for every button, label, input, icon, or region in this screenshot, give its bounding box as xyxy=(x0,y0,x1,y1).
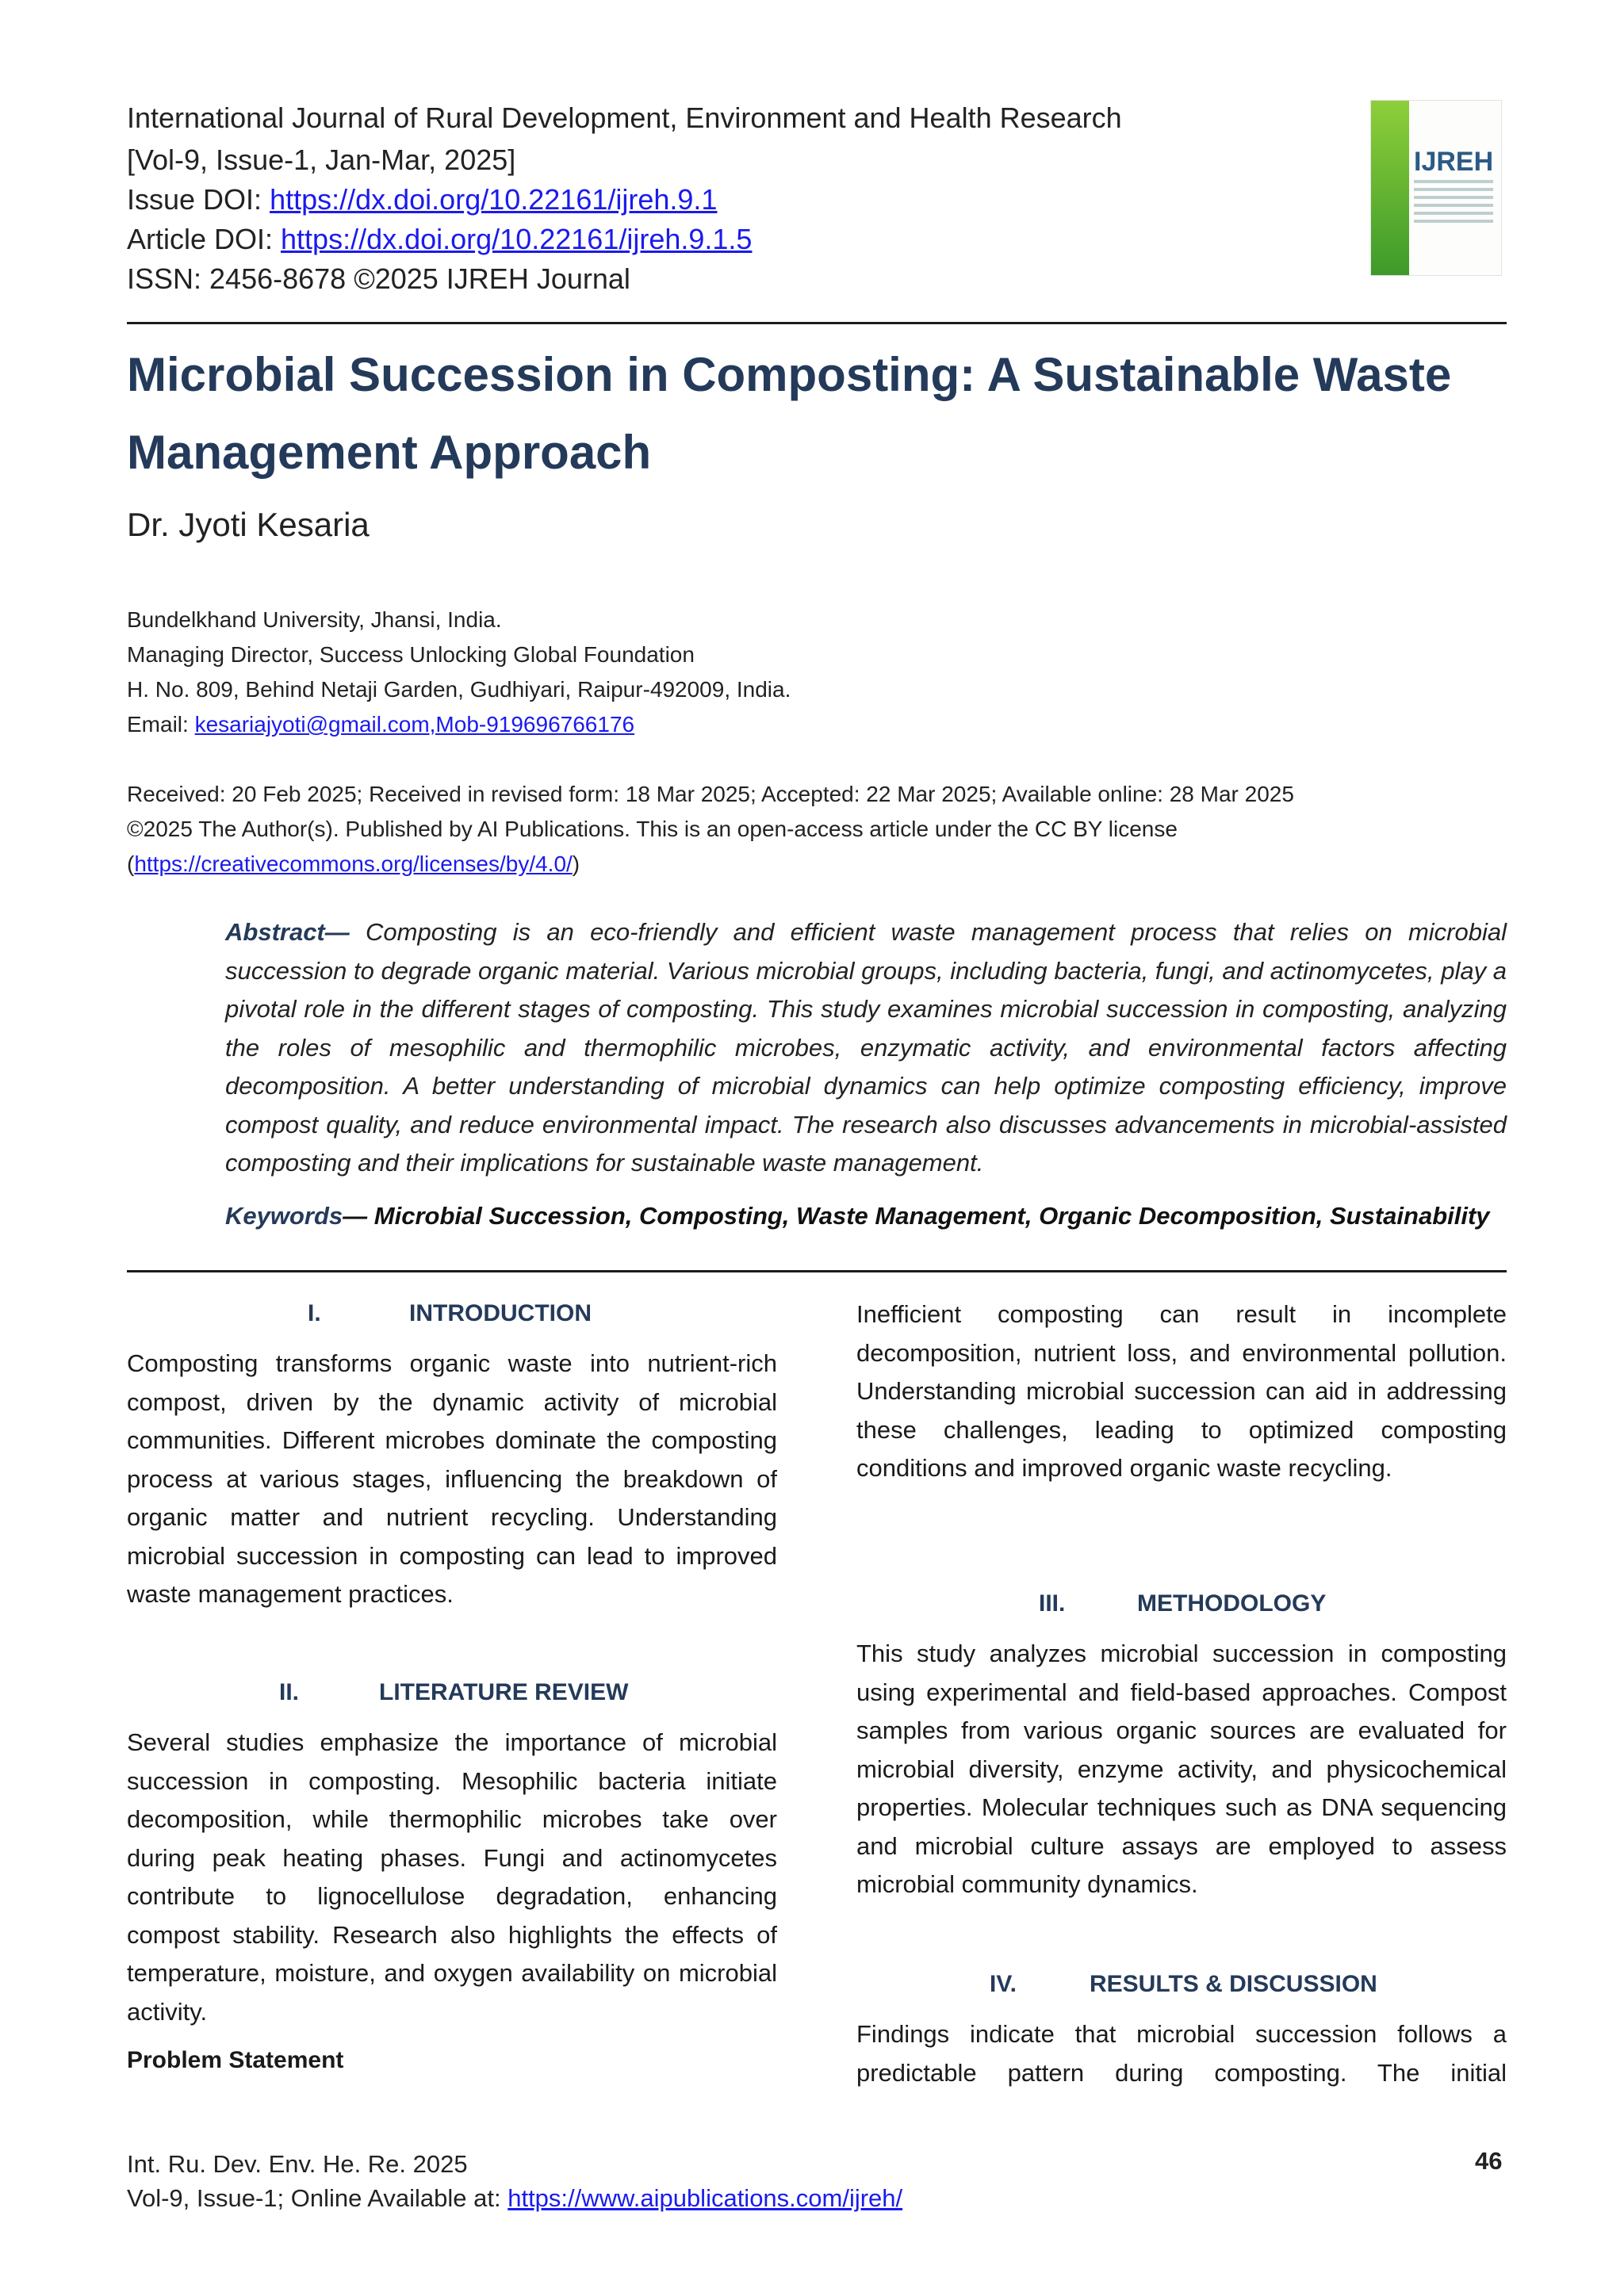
issue-doi xyxy=(127,180,717,219)
page-number: 46 xyxy=(1475,2147,1503,2175)
problem-statement-heading: Problem Statement xyxy=(127,2047,344,2073)
availability-link[interactable]: https://www.aipublications.com/ijreh/ xyxy=(508,2184,903,2212)
problem-statement-paragraph: Inefficient composting can result in incomplete decomposition, nutrient loss, and environmental pollution. Understanding microbial succession can aid in addressing these challenges, leading to optimized composting conditions and improved organic waste recycling. xyxy=(856,1300,1507,1482)
affiliation-line: Bundelkhand University, Jhansi, India. xyxy=(127,607,502,632)
article-dates: Received: 20 Feb 2025; Received in revised form: 18 Mar 2025; Accepted: 22 Mar 2025; Available online: 28 Mar 2025 xyxy=(127,782,1294,806)
affiliation-line: Managing Director, Success Unlocking Global Foundation xyxy=(127,642,695,667)
journal-name: International Journal of Rural Development, Environment and Health Research xyxy=(127,101,1122,134)
abstract-label: Abstract xyxy=(225,918,325,946)
section-number: I. xyxy=(308,1300,321,1326)
section-heading-intro xyxy=(308,1300,592,1327)
section-heading-results xyxy=(990,1971,1377,1998)
section-number: III. xyxy=(1039,1590,1066,1617)
section-title: RESULTS & DISCUSSION xyxy=(1090,1971,1377,1997)
literature-paragraph: Several studies emphasize the importance of microbial succession in composting. Mesophilic bacteria initiate decomposition, while thermophilic microbes take over during peak heating phases. Fungi and actinomycetes contribute to lignocellulose degradation, enhancing compost stability. Research also highlights the effects of temperature, moisture, and oxygen availability on microbial activity. xyxy=(127,1728,777,2026)
article-doi-link[interactable]: https://dx.doi.org/10.22161/ijreh.9.1.5 xyxy=(281,223,753,255)
article-title: Microbial Succession in Composting: A Sustainable Waste Management Approach xyxy=(127,348,1452,479)
section-heading-methodology xyxy=(1039,1590,1326,1617)
keywords-label: Keywords xyxy=(225,1202,343,1230)
logo-text: IJREH xyxy=(1414,147,1494,177)
journal-volume: [Vol-9, Issue-1, Jan-Mar, 2025] xyxy=(127,144,516,176)
logo-decoration xyxy=(1414,180,1493,228)
article-doi-label: Article DOI: xyxy=(127,223,282,255)
license-link-line xyxy=(127,847,580,882)
section-number: II. xyxy=(279,1679,300,1705)
journal-logo xyxy=(1370,100,1502,276)
intro-paragraph: Composting transforms organic waste into nutrient-rich compost, driven by the dynamic activity of microbial communities. Different microbes dominate the composting process at various stages, influencing the breakdown of organic matter and nutrient recycling. Understanding microbial succession in composting can lead to improved waste management practices. xyxy=(127,1349,777,1608)
footer-availability xyxy=(127,2181,902,2215)
paren-open: ( xyxy=(127,851,135,876)
email-label: Email: xyxy=(127,712,195,737)
license-text: ©2025 The Author(s). Published by AI Publications. This is an open-access article under the CC BY license xyxy=(127,817,1178,841)
abstract-dash: — xyxy=(324,918,366,946)
abstract-rule xyxy=(127,1270,1507,1272)
methodology-paragraph: This study analyzes microbial succession in composting using experimental and field-based approaches. Compost samples from various organic sources are evaluated for microbial diversity, enzyme activity, and physicochemical properties. Molecular techniques such as DNA sequencing and microbial culture assays are employed to assess microbial community dynamics. xyxy=(856,1640,1507,1898)
email-link[interactable]: kesariajyoti@gmail.com,Mob-919696766176 xyxy=(194,712,635,737)
header-rule xyxy=(127,322,1507,324)
affiliation-line: H. No. 809, Behind Netaji Garden, Gudhiyari, Raipur-492009, India. xyxy=(127,677,791,702)
section-title: METHODOLOGY xyxy=(1137,1590,1327,1617)
issn: ISSN: 2456-8678 ©2025 IJREH Journal xyxy=(127,262,630,295)
keywords-text: — Microbial Succession, Composting, Waste Management, Organic Decomposition, Sustainability xyxy=(343,1202,1490,1230)
license-link[interactable]: https://creativecommons.org/licenses/by/4.0/ xyxy=(134,851,573,876)
footer-citation: Int. Ru. Dev. Env. He. Re. 2025 xyxy=(127,2150,468,2178)
section-number: IV. xyxy=(990,1971,1017,1997)
issue-doi-label: Issue DOI: xyxy=(127,183,270,216)
logo-plant-strip xyxy=(1371,101,1409,275)
section-title: LITERATURE REVIEW xyxy=(379,1679,629,1705)
article-doi xyxy=(127,220,752,258)
paren-close: ) xyxy=(572,851,580,876)
results-paragraph: Findings indicate that microbial succession follows a predictable pattern during composting. The initial xyxy=(856,2020,1507,2087)
section-heading-literature xyxy=(279,1679,628,1706)
keywords xyxy=(225,1199,1507,1234)
issue-doi-link[interactable]: https://dx.doi.org/10.22161/ijreh.9.1 xyxy=(270,183,718,216)
section-title: INTRODUCTION xyxy=(409,1300,592,1326)
email-line xyxy=(127,707,634,742)
abstract-text: Composting is an eco-friendly and efficient waste management process that relies on microbial succession to degrade organic material. Various microbial groups, including bacteria, fungi, and actinomycetes, play a pivotal role in the different stages of composting. This study examines microbial succession in composting, analyzing the roles of mesophilic and thermophilic microbes, enzymatic activity, and environmental factors affecting decomposition. A better understanding of microbial dynamics can help optimize composting efficiency, improve compost quality, and reduce environmental impact. The research also discusses advancements in microbial-assisted composting and their implications for sustainable waste management. xyxy=(225,918,1507,1177)
author-name: Dr. Jyoti Kesaria xyxy=(127,506,370,543)
abstract xyxy=(225,913,1507,1183)
availability-label: Vol-9, Issue-1; Online Available at: xyxy=(127,2184,508,2212)
